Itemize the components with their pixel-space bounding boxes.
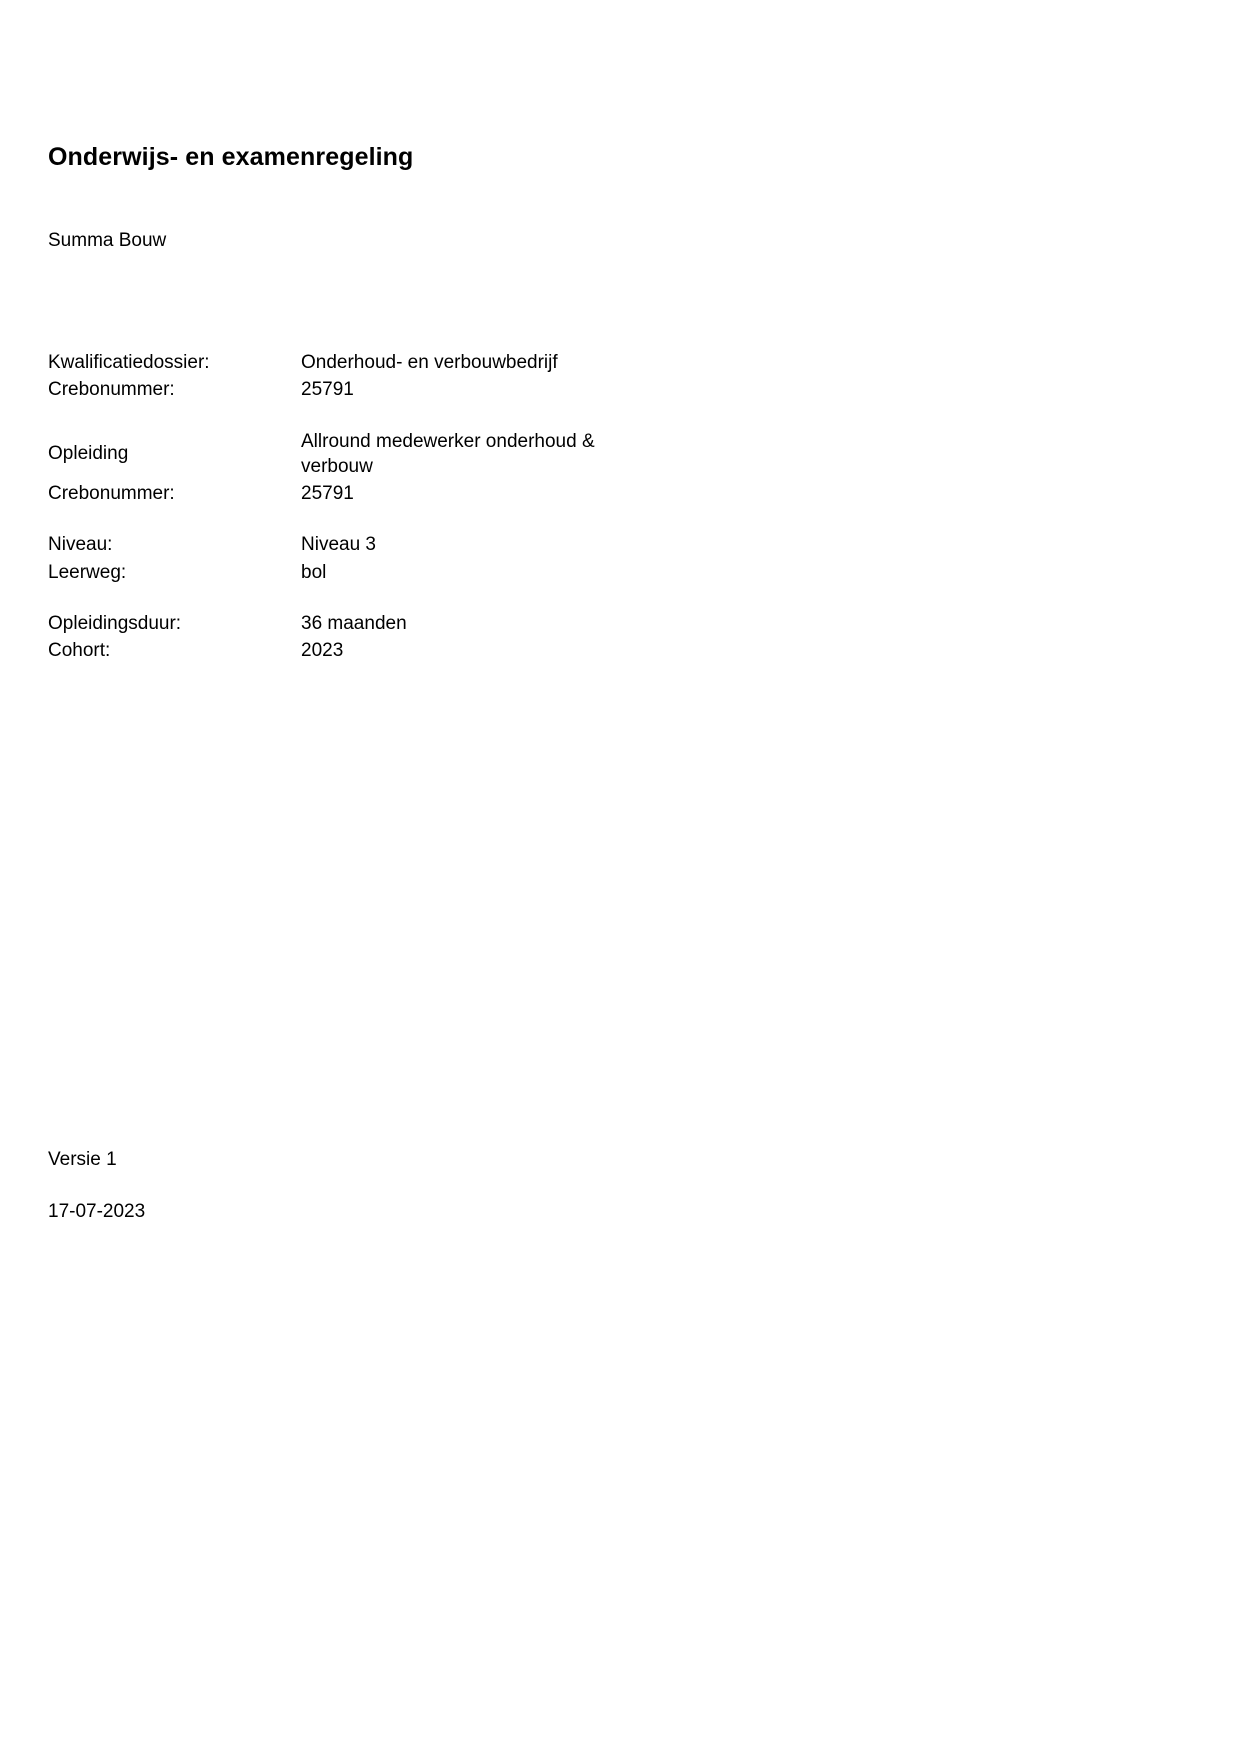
metadata-value: 36 maanden <box>301 612 407 634</box>
page-title: Onderwijs- en examenregeling <box>48 142 414 171</box>
metadata-label: Crebonummer: <box>48 379 175 401</box>
metadata-label: Crebonummer: <box>48 483 175 505</box>
organization-name: Summa Bouw <box>48 230 167 251</box>
metadata-label: Kwalificatiedossier: <box>48 352 210 373</box>
metadata-group-opleiding <box>48 429 748 507</box>
metadata-label: Niveau: <box>48 534 113 556</box>
metadata-row <box>48 377 748 402</box>
metadata-row <box>48 638 748 663</box>
metadata-row <box>48 611 748 636</box>
metadata-value: 2023 <box>301 640 344 662</box>
metadata-value: 25791 <box>301 379 354 401</box>
metadata-row <box>48 429 748 480</box>
metadata-row <box>48 481 748 506</box>
metadata-label: Opleidingsduur: <box>48 612 182 634</box>
metadata-block <box>48 350 748 663</box>
metadata-value: Niveau 3 <box>301 534 376 556</box>
metadata-group-niveau <box>48 532 748 585</box>
metadata-value: Onderhoud- en verbouwbedrijf <box>301 352 558 373</box>
metadata-value: bol <box>301 561 327 583</box>
metadata-row <box>48 560 748 585</box>
metadata-group-duur <box>48 611 748 664</box>
metadata-value: Allround medewerker onderhoud & verbouw <box>301 430 595 477</box>
footer-block <box>48 1148 145 1224</box>
metadata-row <box>48 532 748 557</box>
date-label: 17-07-2023 <box>48 1200 146 1222</box>
metadata-label: Opleiding <box>48 443 129 465</box>
metadata-label: Leerweg: <box>48 561 127 583</box>
metadata-label: Cohort: <box>48 640 111 662</box>
metadata-value: 25791 <box>301 483 354 505</box>
metadata-row <box>48 350 748 375</box>
metadata-group-kwalificatiedossier <box>48 350 748 403</box>
version-label: Versie 1 <box>48 1149 117 1170</box>
